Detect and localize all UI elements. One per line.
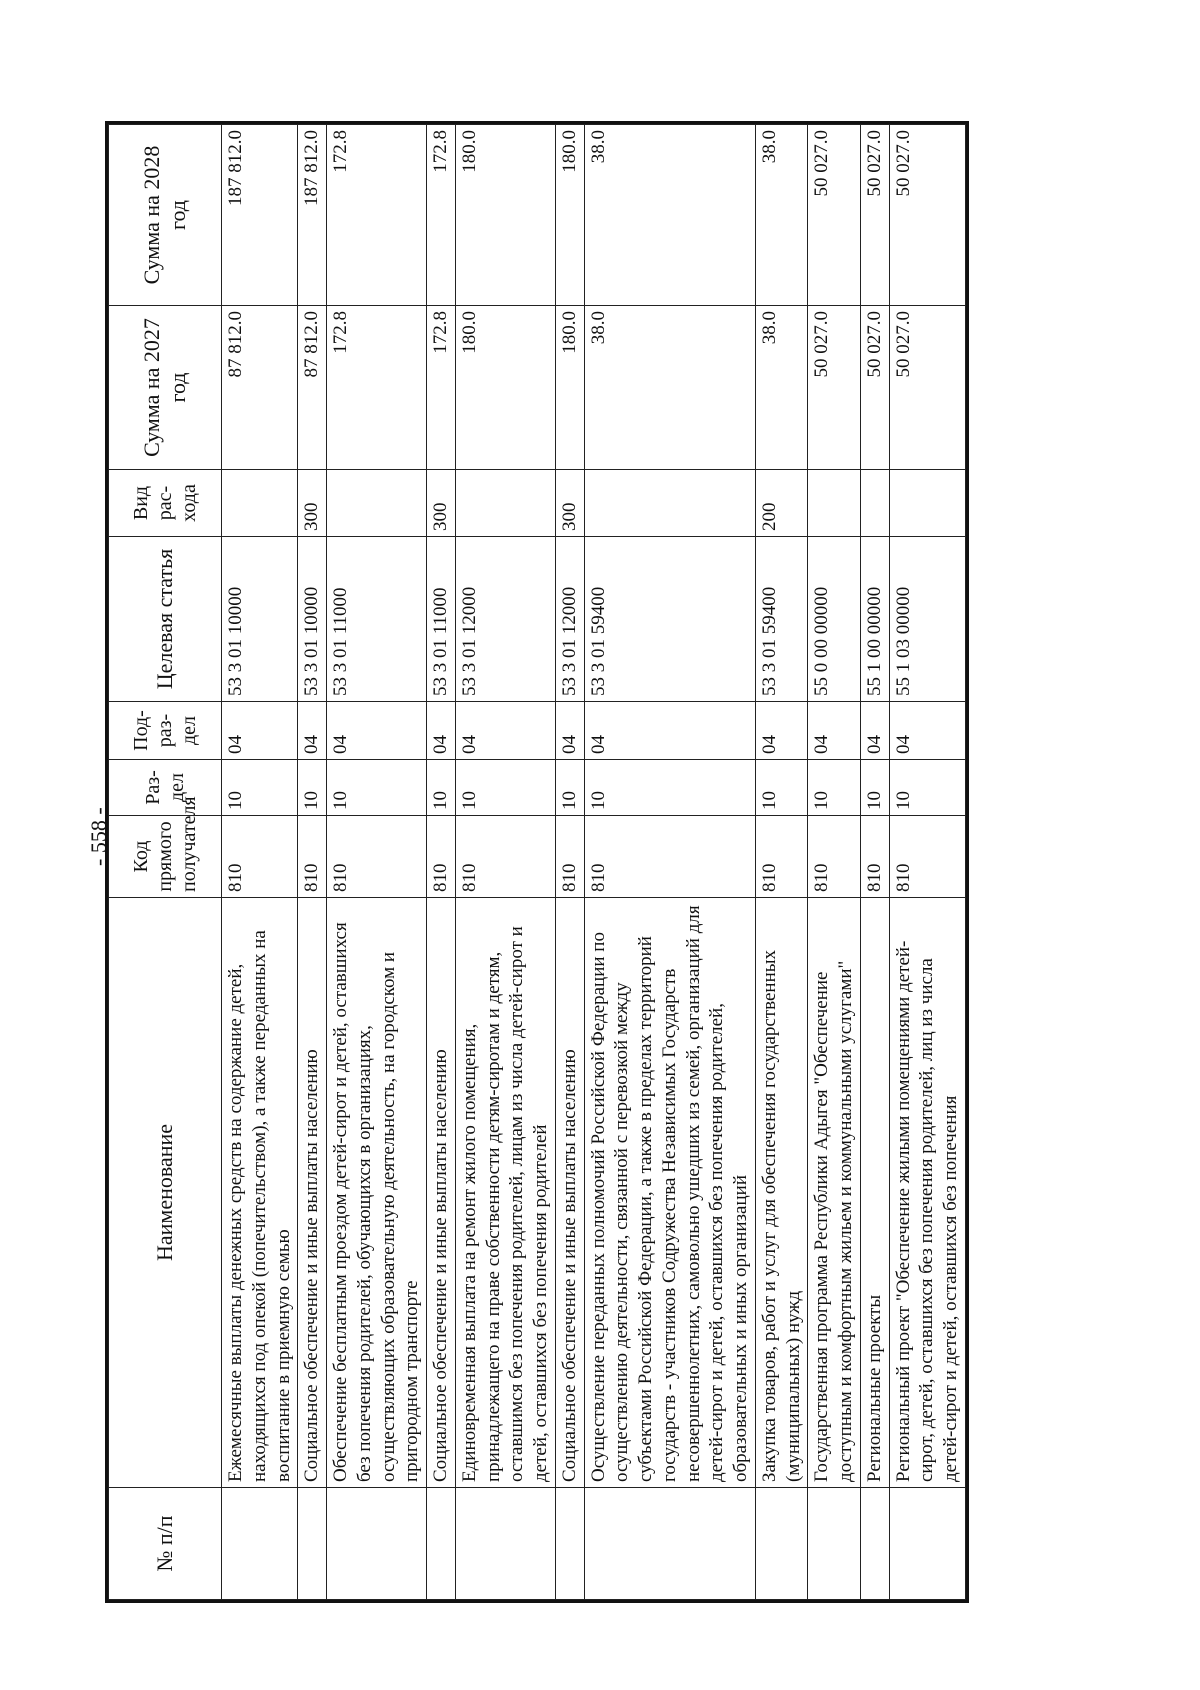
cell-name: Государственная программа Республики Адыгея "Обеспечение доступным и комфортным жильем и коммунальными услугами": [808, 898, 861, 1488]
cell-expense-type: 300: [298, 470, 327, 537]
cell-name: Закупка товаров, работ и услуг для обеспечения государственных (муниципальных) нужд: [755, 898, 808, 1488]
cell-recipient-code: 810: [584, 816, 755, 898]
cell-recipient-code: 810: [327, 816, 427, 898]
cell-recipient-code: 810: [808, 816, 861, 898]
cell-section: 10: [755, 760, 808, 816]
cell-target-article: 53 3 01 12000: [455, 537, 555, 702]
table-body: [222, 125, 966, 1600]
cell-name: Социальное обеспечение и иные выплаты населению: [555, 898, 584, 1488]
cell-num: [889, 1488, 965, 1600]
cell-num: [555, 1488, 584, 1600]
cell-recipient-code: 810: [755, 816, 808, 898]
cell-sum-2027: 87 812.0: [222, 306, 298, 470]
cell-subsection: 04: [889, 702, 965, 760]
header-sum-2027: Сумма на 2027 год: [109, 306, 222, 470]
header-name: Наименование: [109, 898, 222, 1488]
cell-sum-2028: 187 812.0: [222, 125, 298, 306]
cell-target-article: 53 3 01 11000: [327, 537, 427, 702]
cell-sum-2028: 180.0: [455, 125, 555, 306]
table-row: [860, 125, 889, 1600]
budget-table: [108, 124, 966, 1600]
cell-name: Социальное обеспечение и иные выплаты населению: [298, 898, 327, 1488]
table-row: [455, 125, 555, 1600]
header-section: Раз-дел: [109, 760, 222, 816]
table-header-row: [109, 125, 222, 1600]
cell-sum-2027: 50 027.0: [808, 306, 861, 470]
cell-sum-2027: 38.0: [584, 306, 755, 470]
cell-expense-type: [860, 470, 889, 537]
table-row: [755, 125, 808, 1600]
cell-recipient-code: 810: [889, 816, 965, 898]
cell-name: Региональные проекты: [860, 898, 889, 1488]
cell-target-article: 53 3 01 59400: [755, 537, 808, 702]
cell-expense-type: 200: [755, 470, 808, 537]
cell-sum-2027: 180.0: [455, 306, 555, 470]
cell-target-article: 53 3 01 59400: [584, 537, 755, 702]
header-subsection: Под-раз-дел: [109, 702, 222, 760]
cell-subsection: 04: [222, 702, 298, 760]
cell-sum-2028: 38.0: [755, 125, 808, 306]
page-number: - 558 -: [86, 807, 111, 866]
cell-name: Осуществление переданных полномочий Российской Федерации по осуществлению деятельности, связанной с перевозкой между субъектами Российской Федерации, а также в пределах территорий государств - участников Содружества Независимых Государств несовершеннолетних, самовольно ушедших из семей, организаций для детей-сирот и детей, оставшихся без попечения родителей, образовательных и иных организаций: [584, 898, 755, 1488]
cell-num: [860, 1488, 889, 1600]
cell-subsection: 04: [298, 702, 327, 760]
cell-subsection: 04: [427, 702, 456, 760]
cell-section: 10: [808, 760, 861, 816]
cell-section: 10: [889, 760, 965, 816]
cell-target-article: 53 3 01 12000: [555, 537, 584, 702]
cell-section: 10: [298, 760, 327, 816]
cell-recipient-code: 810: [427, 816, 456, 898]
table-row: [327, 125, 427, 1600]
header-recipient: Код прямого получателя: [109, 816, 222, 898]
cell-recipient-code: 810: [555, 816, 584, 898]
cell-sum-2027: 87 812.0: [298, 306, 327, 470]
cell-recipient-code: 810: [860, 816, 889, 898]
cell-sum-2028: 172.8: [327, 125, 427, 306]
cell-expense-type: [584, 470, 755, 537]
cell-num: [298, 1488, 327, 1600]
cell-num: [427, 1488, 456, 1600]
cell-target-article: 55 0 00 00000: [808, 537, 861, 702]
table-row: [427, 125, 456, 1600]
cell-subsection: 04: [755, 702, 808, 760]
cell-name: Ежемесячные выплаты денежных средств на содержание детей, находящихся под опекой (попечительством), а также переданных на воспитание в приемную семью: [222, 898, 298, 1488]
cell-num: [327, 1488, 427, 1600]
cell-recipient-code: 810: [298, 816, 327, 898]
cell-sum-2027: 38.0: [755, 306, 808, 470]
header-target: Целевая статья: [109, 537, 222, 702]
table-row: [298, 125, 327, 1600]
cell-name: Социальное обеспечение и иные выплаты населению: [427, 898, 456, 1488]
cell-section: 10: [455, 760, 555, 816]
cell-sum-2027: 172.8: [327, 306, 427, 470]
table-row: [222, 125, 298, 1600]
cell-sum-2027: 50 027.0: [889, 306, 965, 470]
cell-sum-2027: 50 027.0: [860, 306, 889, 470]
cell-target-article: 55 1 00 00000: [860, 537, 889, 702]
cell-expense-type: [222, 470, 298, 537]
cell-section: 10: [327, 760, 427, 816]
cell-subsection: 04: [327, 702, 427, 760]
cell-section: 10: [584, 760, 755, 816]
cell-num: [584, 1488, 755, 1600]
cell-subsection: 04: [455, 702, 555, 760]
cell-name: Региональный проект "Обеспечение жилыми помещениями детей-сирот, детей, оставшихся без попечения родителей, лиц из числа детей-сирот и детей, оставшихся без попечения: [889, 898, 965, 1488]
table-row: [808, 125, 861, 1600]
cell-section: 10: [555, 760, 584, 816]
table-row: [555, 125, 584, 1600]
table-row: [584, 125, 755, 1600]
cell-section: 10: [222, 760, 298, 816]
cell-name: Единовременная выплата на ремонт жилого помещения, принадлежащего на праве собственности детям-сиротам и детям, оставшимся без попечения родителей, лицам из числа детей-сирот и детей, оставшихся без попечения родителей: [455, 898, 555, 1488]
cell-subsection: 04: [584, 702, 755, 760]
cell-recipient-code: 810: [455, 816, 555, 898]
cell-expense-type: [327, 470, 427, 537]
cell-expense-type: 300: [427, 470, 456, 537]
cell-recipient-code: 810: [222, 816, 298, 898]
cell-name: Обеспечение бесплатным проездом детей-сирот и детей, оставшихся без попечения родителей, обучающихся в организациях, осуществляющих образовательную деятельность, на городском и пригородном транспорте: [327, 898, 427, 1488]
cell-sum-2028: 50 027.0: [889, 125, 965, 306]
cell-subsection: 04: [808, 702, 861, 760]
cell-expense-type: [889, 470, 965, 537]
header-num: № п/п: [109, 1488, 222, 1600]
cell-sum-2028: 38.0: [584, 125, 755, 306]
cell-sum-2027: 172.8: [427, 306, 456, 470]
table-row: [889, 125, 965, 1600]
cell-sum-2028: 180.0: [555, 125, 584, 306]
cell-sum-2028: 187 812.0: [298, 125, 327, 306]
cell-expense-type: [455, 470, 555, 537]
cell-num: [455, 1488, 555, 1600]
cell-num: [808, 1488, 861, 1600]
header-sum-2028: Сумма на 2028 год: [109, 125, 222, 306]
cell-target-article: 53 3 01 10000: [298, 537, 327, 702]
cell-sum-2027: 180.0: [555, 306, 584, 470]
header-expense: Вид рас-хода: [109, 470, 222, 537]
cell-num: [222, 1488, 298, 1600]
cell-num: [755, 1488, 808, 1600]
cell-target-article: 55 1 03 00000: [889, 537, 965, 702]
cell-target-article: 53 3 01 11000: [427, 537, 456, 702]
cell-target-article: 53 3 01 10000: [222, 537, 298, 702]
cell-sum-2028: 50 027.0: [860, 125, 889, 306]
cell-section: 10: [427, 760, 456, 816]
rotated-table-wrapper: [108, 125, 1054, 1600]
cell-subsection: 04: [555, 702, 584, 760]
cell-expense-type: [808, 470, 861, 537]
cell-sum-2028: 50 027.0: [808, 125, 861, 306]
cell-section: 10: [860, 760, 889, 816]
cell-expense-type: 300: [555, 470, 584, 537]
cell-sum-2028: 172.8: [427, 125, 456, 306]
cell-subsection: 04: [860, 702, 889, 760]
